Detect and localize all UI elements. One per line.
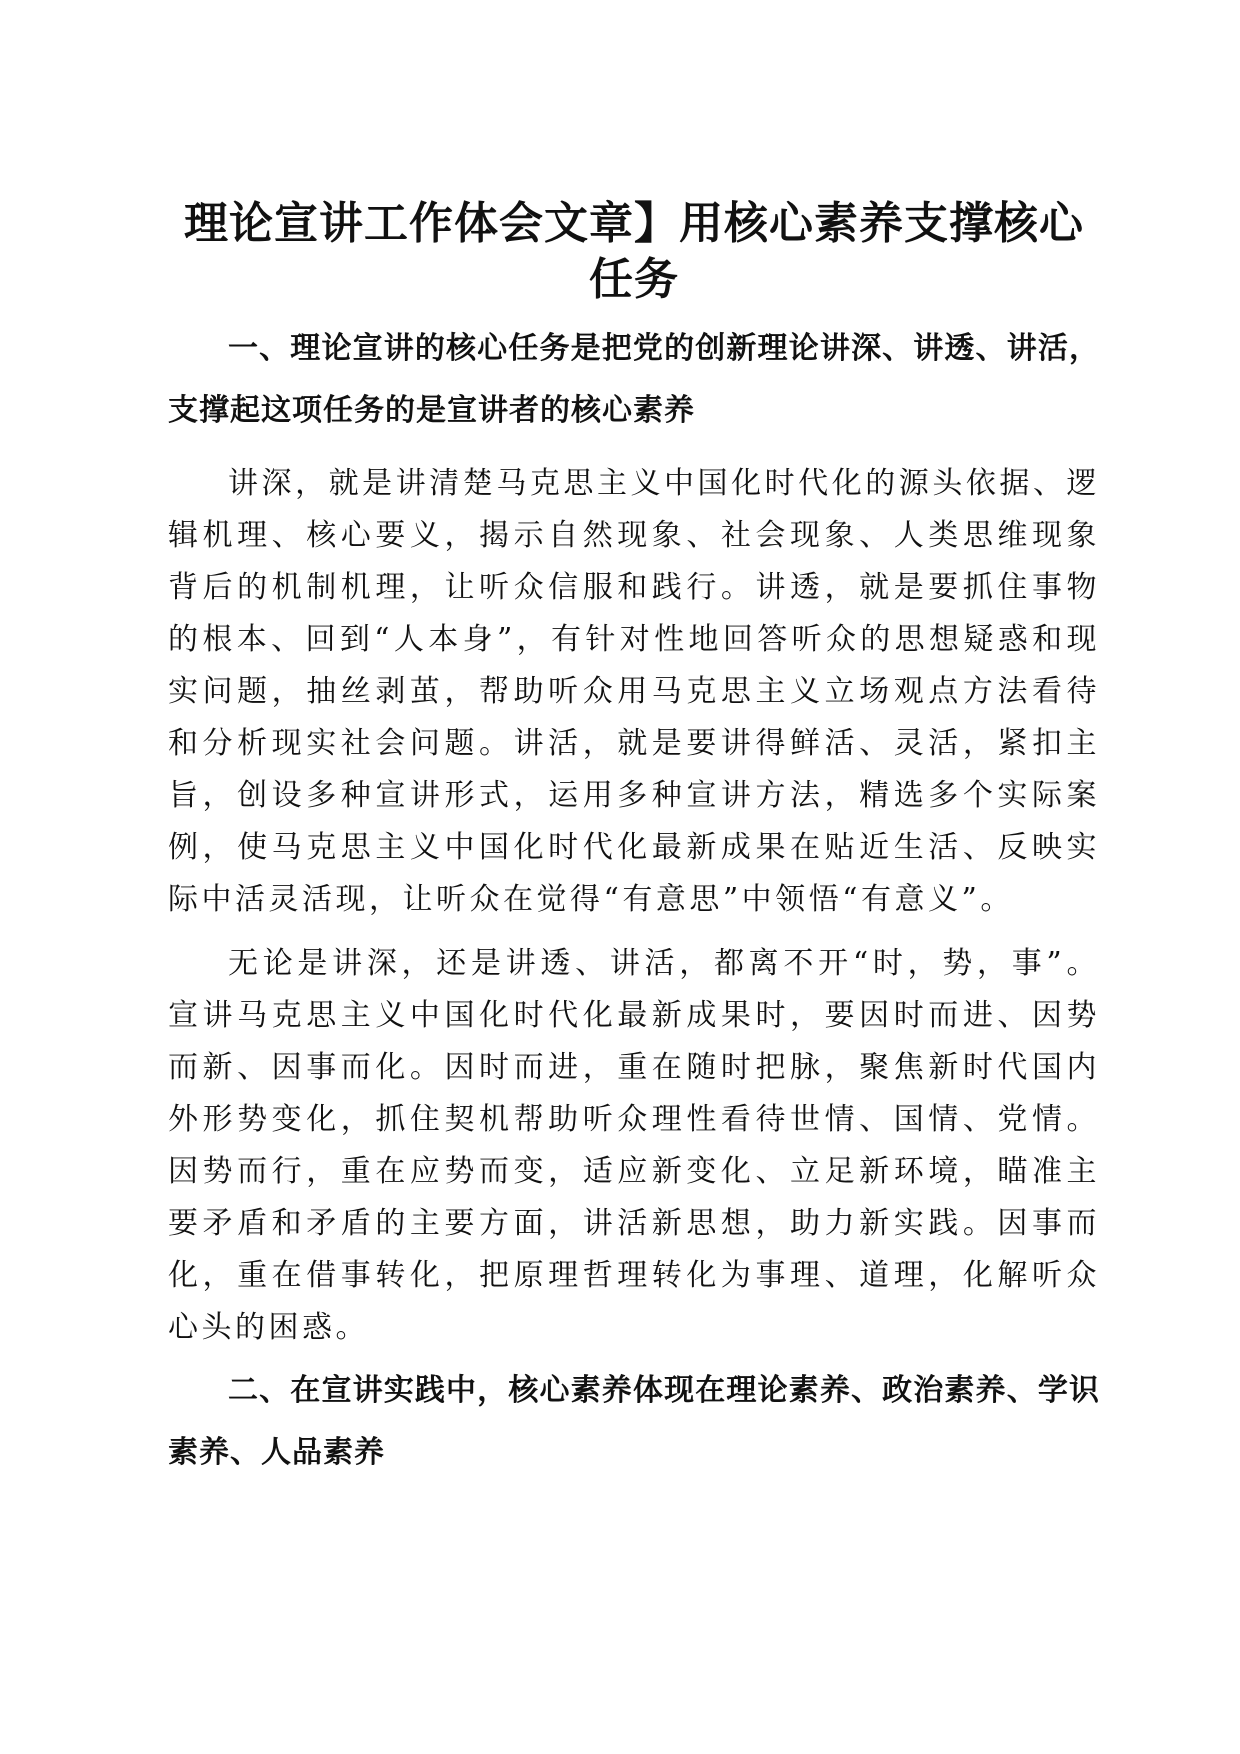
section-heading-1: 一、理论宣讲的核心任务是把党的创新理论讲深、讲透、讲活，支撑起这项任务的是宣讲者的核心素养 bbox=[168, 331, 1100, 428]
section-heading-2: 二、在宣讲实践中，核心素养体现在理论素养、政治素养、学识素养、人品素养 bbox=[168, 1373, 1100, 1470]
body-paragraph-1: 讲深，就是讲清楚马克思主义中国化时代化的源头依据、逻辑机理、核心要义，揭示自然现象、社会现象、人类思维现象背后的机制机理，让听众信服和践行。讲透，就是要抓住事物的根本、回到“人本身”，有针对性地回答听众的思想疑惑和现实问题，抽丝剥茧，帮助听众用马克思主义立场观点方法看待和分析现实社会问题。讲活，就是要讲得鲜活、灵活，紧扣主旨，创设多种宣讲形式，运用多种宣讲方法，精选多个实际案例，使马克思主义中国化时代化最新成果在贴近生活、反映实际中活灵活现，让听众在觉得“有意思”中领悟“有意义”。 bbox=[168, 466, 1100, 917]
document-title: 理论宣讲工作体会文章】用核心素养支撑核心任务 bbox=[184, 198, 1084, 305]
document-page bbox=[168, 196, 1100, 1484]
body-paragraph-2: 无论是讲深，还是讲透、讲活，都离不开“时，势，事”。宣讲马克思主义中国化时代化最新成果时，要因时而进、因势而新、因事而化。因时而进，重在随时把脉，聚焦新时代国内外形势变化，抓住契机帮助听众理性看待世情、国情、党情。因势而行，重在应势而变，适应新变化、立足新环境，瞄准主要矛盾和矛盾的主要方面，讲活新思想，助力新实践。因事而化，重在借事转化，把原理哲理转化为事理、道理，化解听众心头的困惑。 bbox=[168, 946, 1100, 1345]
